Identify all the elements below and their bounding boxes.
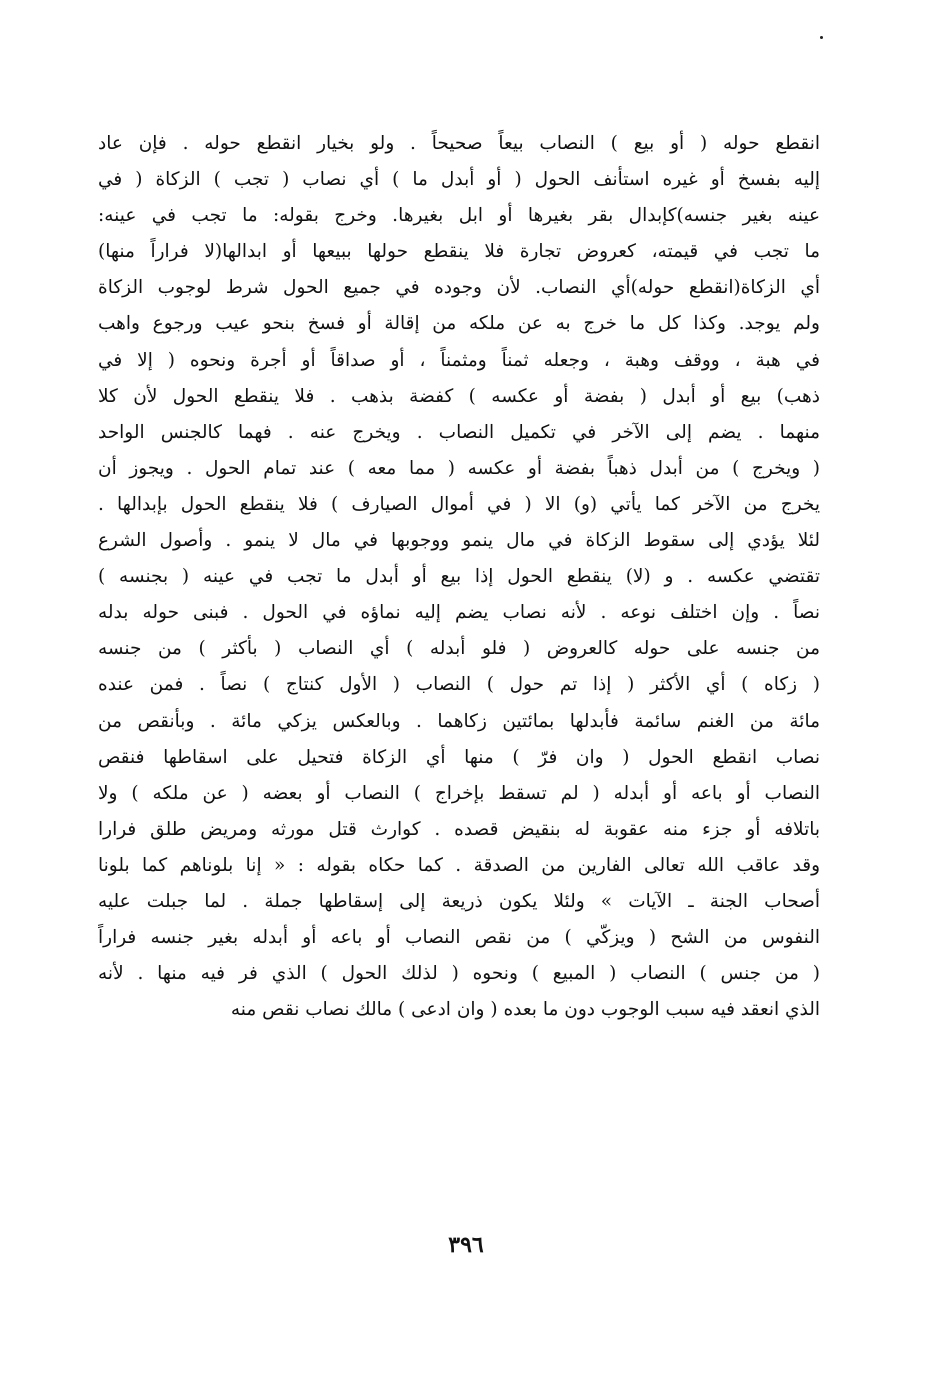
text-line: لئلا يؤدي إلى سقوط الزكاة في مال ينمو ووجوبها في مال لا ينمو . وأصول الشرع — [98, 530, 820, 552]
text-line: الذي انعقد فيه سبب الوجوب دون ما بعده ( وان ادعى ) مالك نصاب نقص منه — [230, 999, 820, 1021]
text-line: ولم يوجد. وكذا كل ما خرج به عن ملكه من إقالة أو فسخ بنحو عيب ورجوع واهب — [98, 313, 820, 335]
text-line: في هبة ، ووقف وهبة ، وجعله ثمناً ومثمناً ، أو صداقاً أو أجرة ونحوه ( إلا في — [98, 349, 820, 371]
text-line: منهما . يضم إلى الآخر في تكميل النصاب . ويخرج عنه . فهما كالجنس الواحد — [98, 421, 820, 443]
text-line: النصاب أو باعه أو أبدله ( لم تسقط بإخراج ) النصاب أو بعضه ( عن ملكه ) ولا — [98, 782, 820, 804]
text-line: نصاً . وإن اختلف نوعه . لأنه نصاب يضم إليه نماؤه في الحول . فبنى حوله بدله — [98, 602, 820, 624]
text-line: يخرج من الآخر كما يأتي (و) الا ( في أموال الصيارف ) فلا ينقطع الحول بإبدالها . — [98, 493, 820, 515]
text-line: باتلافه أو جزء منه عقوبة له بنقيض قصده . كوارث قتل مورثه ومريض طلق فرارا — [98, 818, 820, 840]
text-line: ( من جنس ) النصاب ( المبيع ) ونحوه ( لذلك الحول ) الذي فر فيه منها . لأنه — [98, 963, 820, 985]
text-line: انقطع حوله ( أو بيع ) النصاب بيعاً صحيحاً . ولو بخيار انقطع حوله . فإن عاد — [98, 133, 820, 154]
page-body-text — [98, 126, 820, 1028]
text-line: النفوس من الشح ( ويزكّي ) من نقص النصاب أو باعه أو أبدله بغير جنسه فراراً — [98, 927, 820, 949]
page-number: ٣٩٦ — [448, 1232, 484, 1258]
text-line: مائة من الغنم سائمة فأبدلها بمائتين زكاهما . وبالعكس يزكي مائة . وبأنقص من — [98, 710, 820, 732]
text-line: إليه بفسخ أو غيره استأنف الحول ( أو أبدل ما ) أي نصاب ( تجب ) الزكاة ( في — [98, 169, 820, 191]
text-line: ما تجب في قيمته، كعروض تجارة فلا ينقطع حولها ببيعها أو ابدالها(لا فراراً منها) — [98, 241, 820, 263]
text-line: ذهب) بيع أو أبدل ( بفضة أو عكسه ) كفضة بذهب . فلا ينقطع الحول لأن كلا — [98, 385, 820, 407]
text-line: نصاب انقطع الحول ( وان فرّ ) منها أي الزكاة فتحيل على اسقاطها فنقص — [98, 746, 820, 768]
text-line: من جنسه على حوله كالعروض ( فلو أبدله ) أي النصاب ( بأكثر ) من جنسه — [98, 638, 820, 660]
text-line: ( زكاه ) أي الأكثر ( إذا تم حول ) النصاب ( الأول كنتاج ) نصاً . فمن عنده — [98, 674, 820, 696]
text-line: أي الزكاة(انقطع حوله)أي النصاب. لأن وجوده في جميع الحول شرط لوجوب الزكاة — [98, 277, 820, 299]
ink-speck — [820, 36, 823, 39]
text-line: أصحاب الجنة ـ الآيات » ولئلا يكون ذريعة إلى إسقاطها جملة . لما جبلت عليه — [98, 890, 820, 912]
text-line: ( ويخرج ) من أبدل ذهباً بفضة أو عكسه ( مما معه ) عند تمام الحول . ويجوز أن — [98, 457, 820, 479]
text-line: وقد عاقب الله تعالى الفارين من الصدقة . كما حكاه بقوله : « إنا بلوناهم كما بلونا — [98, 854, 820, 876]
text-line: عينه بغير جنسه)كإبدال بقر بغيرها أو ابل بغيرها. وخرج بقوله: ما تجب في عينه: — [98, 205, 820, 227]
text-line: تقتضي عكسه . و (لا) ينقطع الحول إذا بيع أو أبدل ما تجب في عينه ( بجنسه ) — [98, 566, 820, 588]
